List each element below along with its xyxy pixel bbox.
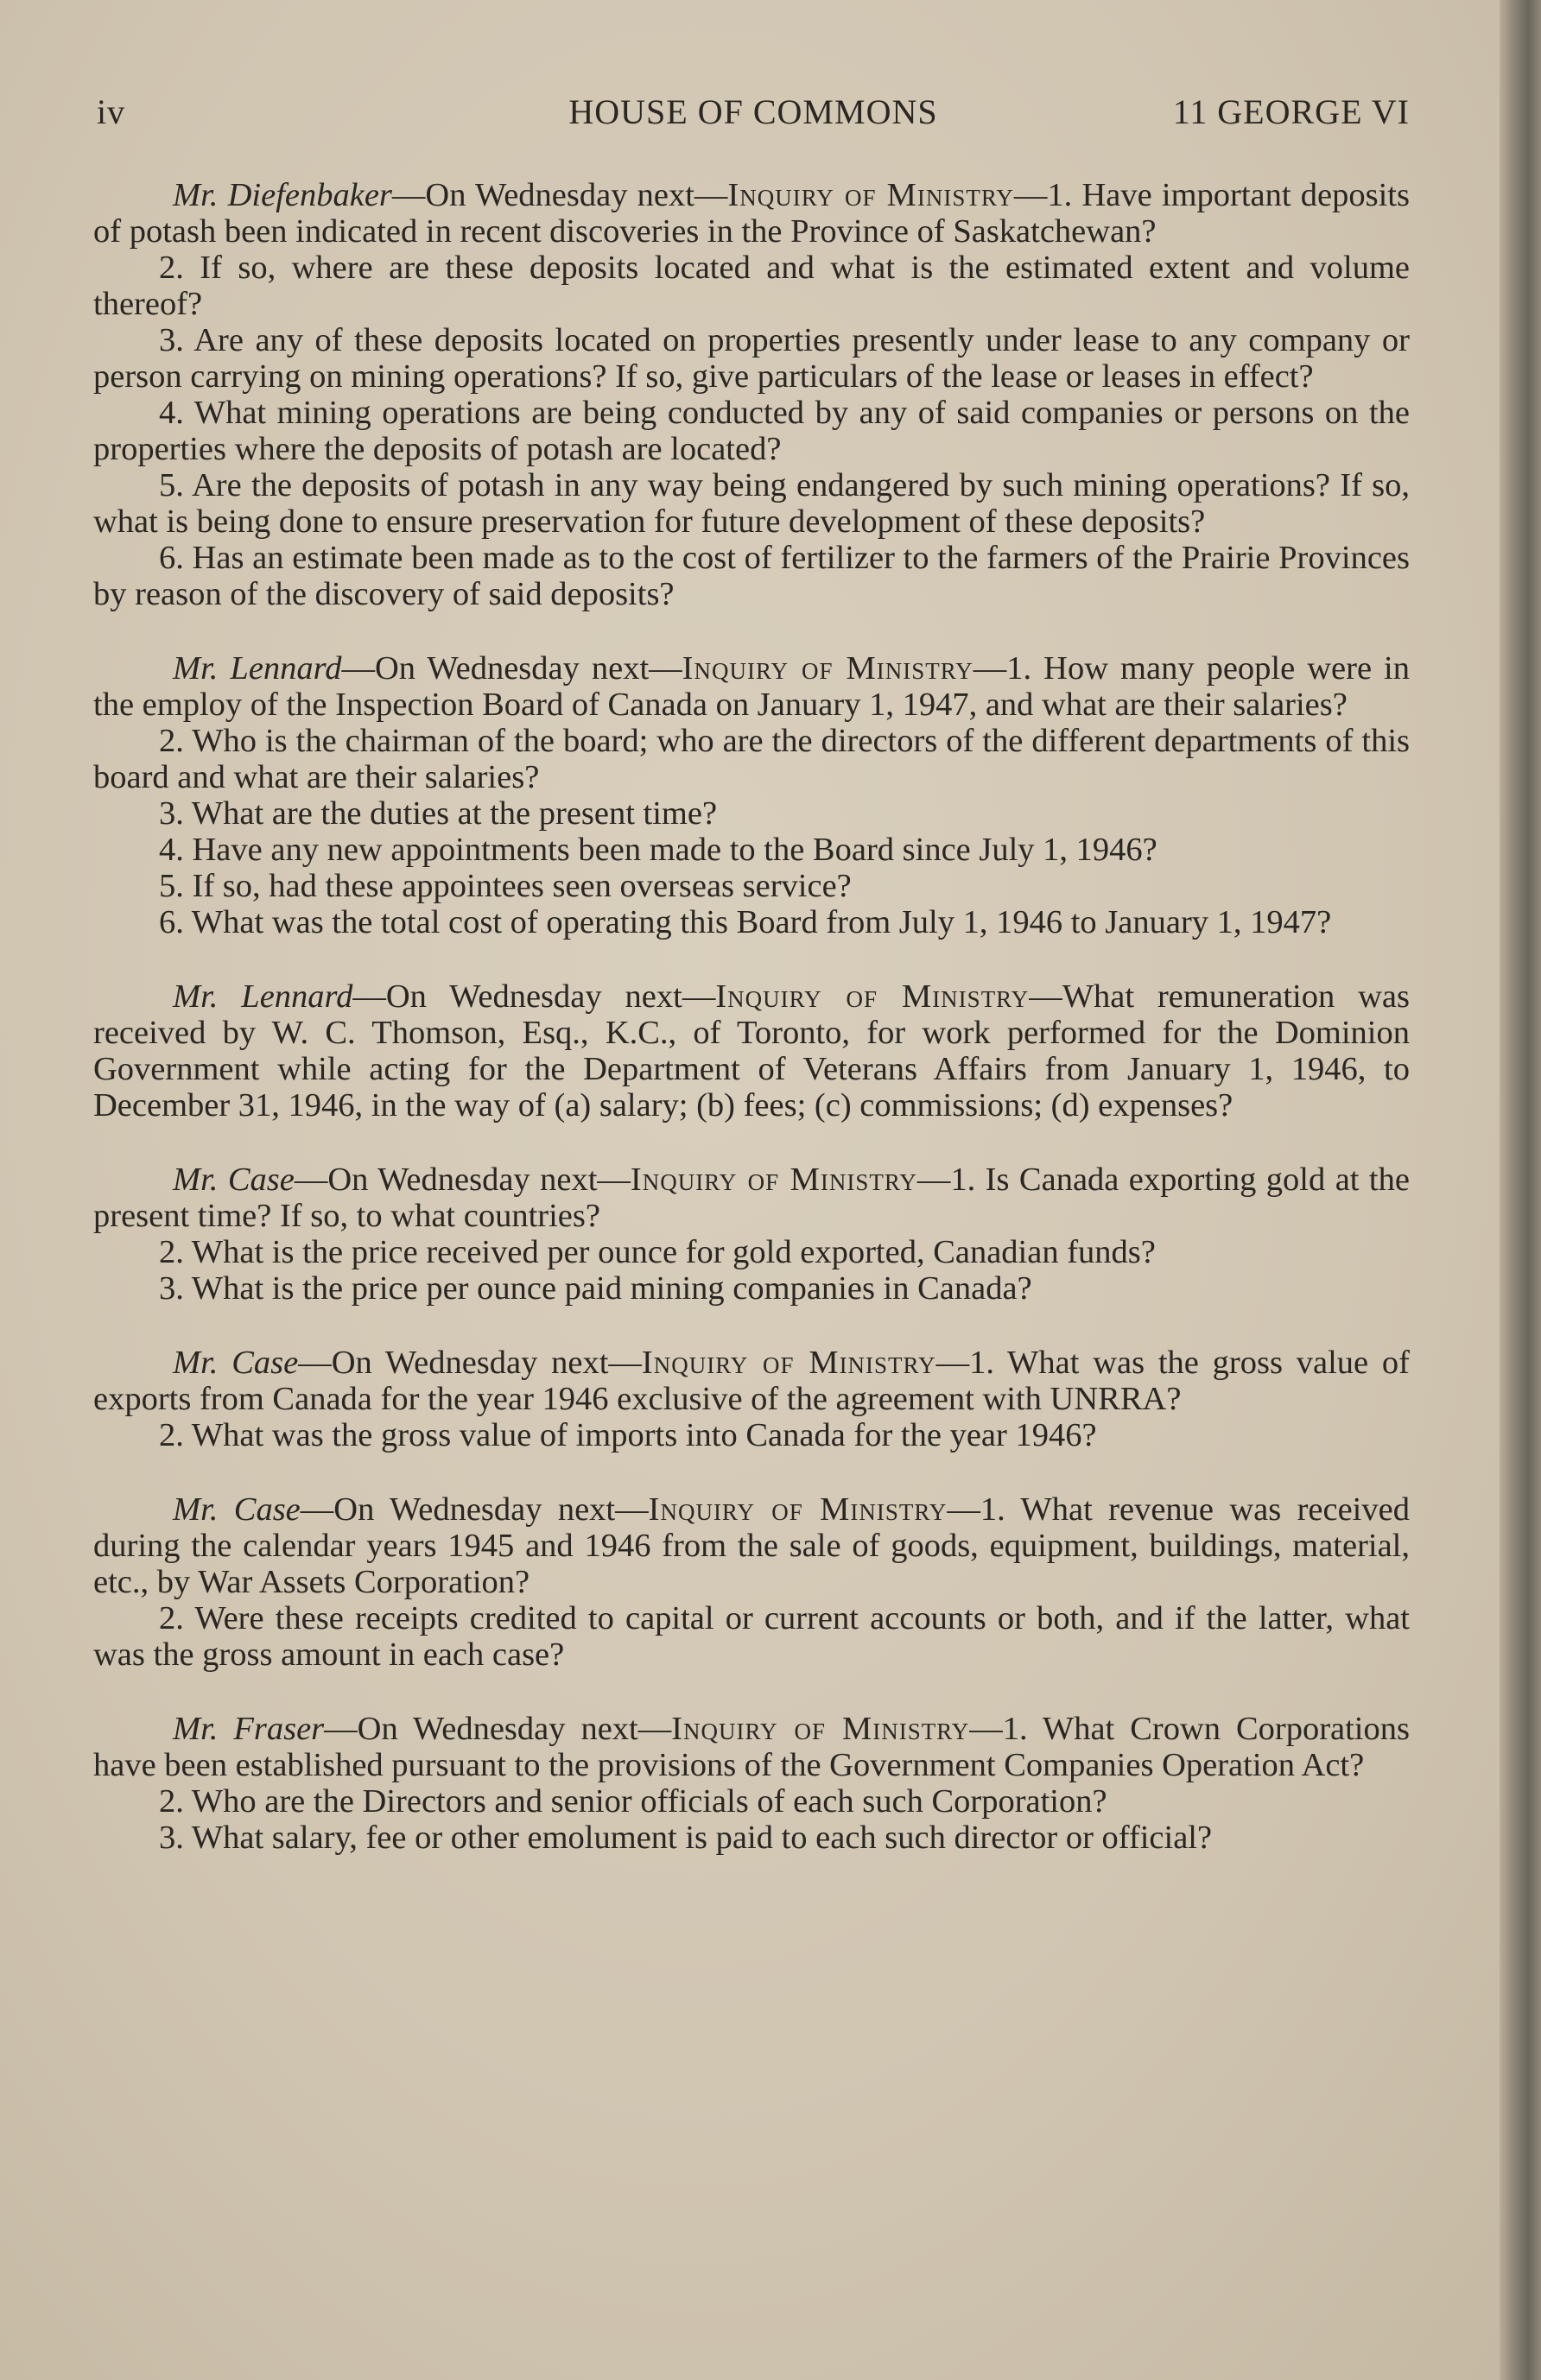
member-name: Mr. Case (173, 1345, 299, 1381)
question-item: 3. Are any of these deposits located on properties presently under lease to any company or person carrying on mining operations? If so, give particulars of the lease or leases in effect? (93, 322, 1410, 395)
inquiry-label: Inquiry of Ministry (671, 1711, 970, 1747)
inquiry-opening (93, 1711, 1410, 1783)
member-name: Mr. Case (173, 1162, 295, 1198)
member-name: Mr. Diefenbaker (173, 177, 392, 213)
notice-timing: —On Wednesday next— (352, 978, 716, 1015)
question-item: 2. What was the gross value of imports into Canada for the year 1946? (159, 1417, 1097, 1453)
question-item: 3. What is the price per ounce paid mining companies in Canada? (159, 1270, 1032, 1307)
inquiry-opening (93, 1491, 1410, 1600)
question-item: 4. What mining operations are being conducted by any of said companies or persons on the properties where the deposits of potash are located? (93, 395, 1410, 467)
inquiry-entry (93, 1711, 1410, 1856)
notice-timing: —On Wednesday next— (324, 1711, 672, 1747)
inquiry-label: Inquiry of Ministry (630, 1162, 917, 1198)
inquiry-label: Inquiry of Ministry (641, 1345, 936, 1381)
first-question: —What remuneration was received by W. C. Thomson, Esq., K.C., of Toronto, for work performed for the Dominion Government while acting for the Department of Veterans Affairs from January 1, 1946, to December 31, 1946, in the way of (a) salary; (b) fees; (c) commissions; (d) expenses? (93, 978, 1410, 1124)
inquiry-entry (93, 1162, 1410, 1307)
question-item: 5. Are the deposits of potash in any way being endangered by such mining operations? If so, what is being done to ensure preservation for future development of these deposits? (93, 467, 1410, 540)
inquiry-entry (93, 1491, 1410, 1673)
inquiry-label: Inquiry of Ministry (648, 1491, 948, 1528)
member-name: Mr. Case (173, 1491, 301, 1528)
inquiry-opening (93, 1162, 1410, 1234)
question-item: 6. What was the total cost of operating this Board from July 1, 1946 to January 1, 1947? (159, 904, 1332, 940)
inquiry-label: Inquiry of Ministry (727, 177, 1014, 213)
question-item: 5. If so, had these appointees seen overseas service? (159, 868, 852, 904)
notice-timing: —On Wednesday next— (300, 1491, 649, 1528)
question-item: 3. What are the duties at the present time? (159, 795, 718, 832)
inquiry-entry (93, 650, 1410, 940)
first-question: —1. Is Canada exporting gold at the present time? If so, to what countries? (93, 1162, 1410, 1234)
question-item: 2. If so, where are these deposits located and what is the estimated extent and volume thereof? (93, 250, 1410, 322)
page-number: iv (97, 92, 126, 131)
inquiry-opening (93, 177, 1410, 250)
inquiry-entry (93, 978, 1410, 1124)
member-name: Mr. Lennard (173, 978, 353, 1015)
notice-timing: —On Wednesday next— (298, 1345, 642, 1381)
question-item: 2. Who is the chairman of the board; who are the directors of the different departments of this board and what are their salaries? (93, 723, 1410, 795)
question-item: 4. Have any new appointments been made to the Board since July 1, 1946? (159, 832, 1157, 868)
question-item: 2. Who are the Directors and senior officials of each such Corporation? (159, 1783, 1107, 1820)
question-item: 2. Were these receipts credited to capital or current accounts or both, and if the latter, what was the gross amount in each case? (93, 1600, 1410, 1673)
member-name: Mr. Lennard (173, 650, 342, 687)
notice-timing: —On Wednesday next— (391, 177, 728, 213)
question-item: 2. What is the price received per ounce for gold exported, Canadian funds? (159, 1234, 1156, 1270)
inquiry-label: Inquiry of Ministry (715, 978, 1030, 1015)
first-question: —1. How many people were in the employ of the Inspection Board of Canada on January 1, 1947, and what are their salaries? (93, 650, 1410, 723)
question-item: 3. What salary, fee or other emolument is paid to each such director or official? (159, 1820, 1213, 1856)
inquiry-opening (93, 978, 1410, 1124)
inquiry-entry (93, 1345, 1410, 1453)
notice-timing: —On Wednesday next— (294, 1162, 631, 1198)
question-item: 6. Has an estimate been made as to the cost of fertilizer to the farmers of the Prairie Provinces by reason of the discovery of said deposits? (93, 540, 1410, 612)
session-label: 11 GEORGE VI (1172, 92, 1410, 131)
member-name: Mr. Fraser (173, 1711, 325, 1747)
inquiry-opening (93, 1345, 1410, 1417)
page-header (97, 86, 1410, 142)
inquiry-label: Inquiry of Ministry (682, 650, 973, 687)
first-question: —1. Have important deposits of potash been indicated in recent discoveries in the Province of Saskatchewan? (93, 177, 1410, 250)
notice-timing: —On Wednesday next— (341, 650, 682, 687)
inquiry-entry (93, 177, 1410, 612)
inquiry-opening (93, 650, 1410, 723)
page-binding-edge (1500, 0, 1541, 2380)
first-question: —1. What was the gross value of exports from Canada for the year 1946 exclusive of the agreement with UNRRA? (93, 1345, 1410, 1417)
first-question: —1. What revenue was received during the calendar years 1945 and 1946 from the sale of goods, equipment, buildings, material, etc., by War Assets Corporation? (93, 1491, 1410, 1600)
running-title: HOUSE OF COMMONS (568, 92, 938, 131)
notice-body (93, 177, 1410, 1894)
first-question: —1. What Crown Corporations have been established pursuant to the provisions of the Government Companies Operation Act? (93, 1711, 1410, 1783)
